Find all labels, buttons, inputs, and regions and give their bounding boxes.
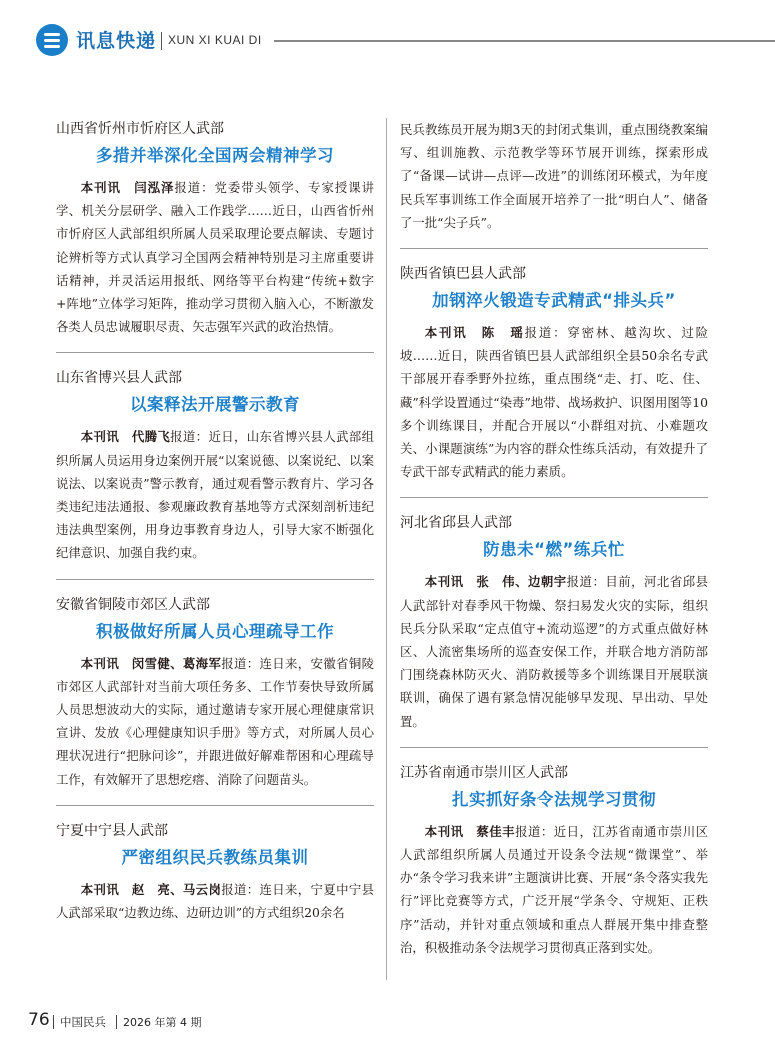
list-lines-icon bbox=[36, 24, 68, 56]
left-column bbox=[56, 118, 374, 924]
footer-divider bbox=[116, 1015, 117, 1029]
article-text: 报道：穿密林、越沟坎、过险坡……近日，陕西省镇巴县人武部组织全县50余名专武干部展开春季野外拉练，重点围绕“走、打、吃、住、藏”科学设置通过“染毒”地带、战场救护、识图用图等10多个训练课目，并配合开展以“小群组对抗、小难题攻关、小课题演练”为内容的群众性练兵活动，有效提升了专武干部专武精武的能力素质。 bbox=[400, 325, 709, 480]
article-text: 报道：近日，江苏省南通市崇川区人武部组织所属人员通过开设条令法规“微课堂”、举办“条令学习我来讲”主题演讲比赛、开展“条令落实我先行”评比竞赛等方式，广泛开展“学条令、守规矩、正秩序”活动，并针对重点领域和重点人群展开集中排查整治，积极推动条令法规学习贯彻真正落到实处。 bbox=[400, 823, 709, 955]
article-region: 宁夏中宁县人武部 bbox=[56, 822, 168, 839]
article-author: 本刊讯 陈 瑶 bbox=[424, 325, 525, 341]
article-text: 报道：目前，河北省邱县人武部针对春季风干物燥、祭扫易发火灾的实际，组织民兵分队采取“定点值守+流动巡逻”的方式重点做好林区、人流密集场所的巡查安保工作，并联合地方消防部门围绕森林防灭火、消防救援等多个训练课目开展联演联训，确保了遇有紧急情况能够早发现、早出动、早处置。 bbox=[400, 574, 709, 729]
article-separator bbox=[400, 497, 708, 498]
article-body bbox=[400, 820, 708, 959]
magazine-name: 中国民兵 bbox=[60, 1015, 106, 1029]
issue-label: 2026 年第 4 期 bbox=[123, 1016, 202, 1029]
article-title: 积极做好所属人员心理疏导工作 bbox=[96, 621, 334, 641]
article-text: 报道：连日来，宁夏中宁县人武部采取“边教边练、边研边训”的方式组织20余名 bbox=[56, 881, 374, 921]
article-chongchuan bbox=[400, 762, 708, 959]
article-separator bbox=[56, 579, 374, 580]
article-region: 山西省忻州市忻府区人武部 bbox=[56, 121, 224, 137]
article-qiuxian bbox=[400, 512, 708, 732]
header-rule bbox=[274, 40, 775, 42]
article-xinzhou bbox=[56, 118, 374, 338]
article-text: 报道：连日来，安徽省铜陵市郊区人武部针对当前大项任务多、工作节奏快导致所属人员思想波动大的实际，通过邀请专家开展心理健康常识宣讲、发放《心理健康知识手册》等方式，对所属人员心理状况进行“把脉问诊”，并跟进做好解难帮困和心理疏导工作，有效解开了思想疙瘩、消除了问题苗头。 bbox=[56, 655, 374, 787]
article-title: 防患未“燃”练兵忙 bbox=[483, 540, 625, 560]
article-body bbox=[400, 570, 708, 732]
article-region: 山东省博兴县人武部 bbox=[56, 370, 182, 387]
article-region: 河北省邱县人武部 bbox=[400, 515, 512, 532]
article-title: 严密组织民兵教练员集训 bbox=[121, 847, 309, 867]
article-continuation: 民兵教练员开展为期3天的封闭式集训，重点围绕教案编写、组训施教、示范教学等环节展开训练，探索形成了“备课—试讲—点评—改进”的训练闭环模式，为年度民兵军事训练工作全面展开培养了一批“明白人”、储备了一批“尖子兵”。 bbox=[400, 122, 708, 230]
article-author: 本刊讯 张 伟、边朝宇 bbox=[424, 574, 567, 590]
page-header bbox=[36, 24, 775, 60]
article-region: 安徽省铜陵市郊区人武部 bbox=[56, 596, 210, 613]
section-subtitle: XUN XI KUAI DI bbox=[168, 33, 262, 47]
article-zhongning bbox=[56, 820, 374, 924]
article-title: 以案释法开展警示教育 bbox=[130, 395, 300, 415]
article-separator bbox=[400, 747, 708, 748]
section-title: 讯息快递 bbox=[76, 30, 157, 52]
article-body bbox=[56, 425, 374, 564]
column-divider bbox=[386, 118, 387, 980]
right-column bbox=[400, 118, 708, 959]
article-title: 多措并举深化全国两会精神学习 bbox=[96, 146, 334, 165]
article-body bbox=[56, 878, 374, 924]
article-author: 本刊讯 赵 亮、马云岗 bbox=[80, 881, 222, 897]
article-region: 陕西省镇巴县人武部 bbox=[400, 266, 526, 283]
article-separator bbox=[56, 805, 374, 806]
article-body bbox=[56, 652, 374, 791]
article-author: 本刊讯 闵雪健、葛海军 bbox=[80, 655, 222, 671]
article-region: 江苏省南通市崇川区人武部 bbox=[400, 764, 568, 781]
article-text: 报道：近日，山东省博兴县人武部组织所属人员运用身边案例开展“以案说德、以案说纪、以案说法、以案说责”警示教育，通过观看警示教育片、学习各类违纪违法通报、参观廉政教育基地等方式深刻剖析违纪违法典型案例，用身边事教育身边人，引导大家不断强化纪律意识、加强自我约束。 bbox=[56, 429, 375, 561]
article-zhenba bbox=[400, 263, 708, 483]
article-text: 报道：党委带头领学、专家授课讲学、机关分层研学、融入工作践学……近日，山西省忻州市忻府区人武部组织所属人员采取理论要点解读、专题讨论辨析等方式认真学习全国两会精神特别是习主席重要讲话精神，并灵活运用报纸、网络等平台构建“传统+数字+阵地”立体学习矩阵，推动学习贯彻入脑入心，不断激发各类人员忠诚履职尽责、矢志强军兴武的政治热情。 bbox=[56, 180, 375, 335]
article-title: 扎实抓好条令法规学习贯彻 bbox=[452, 789, 656, 809]
article-tongling bbox=[56, 594, 374, 791]
header-divider bbox=[161, 32, 162, 50]
article-title: 加钢淬火锻造专武精武“排头兵” bbox=[432, 291, 676, 311]
article-separator bbox=[56, 352, 374, 353]
footer-divider bbox=[53, 1015, 54, 1029]
article-author: 本刊讯 代腾飞 bbox=[80, 429, 171, 445]
article-author: 本刊讯 闫泓泽 bbox=[80, 180, 175, 195]
article-body bbox=[400, 321, 708, 483]
article-body bbox=[56, 176, 374, 338]
article-author: 本刊讯 蔡佳丰 bbox=[424, 823, 516, 839]
article-boxing bbox=[56, 367, 374, 564]
page-number: 76 bbox=[28, 1010, 50, 1030]
article-separator bbox=[400, 248, 708, 249]
